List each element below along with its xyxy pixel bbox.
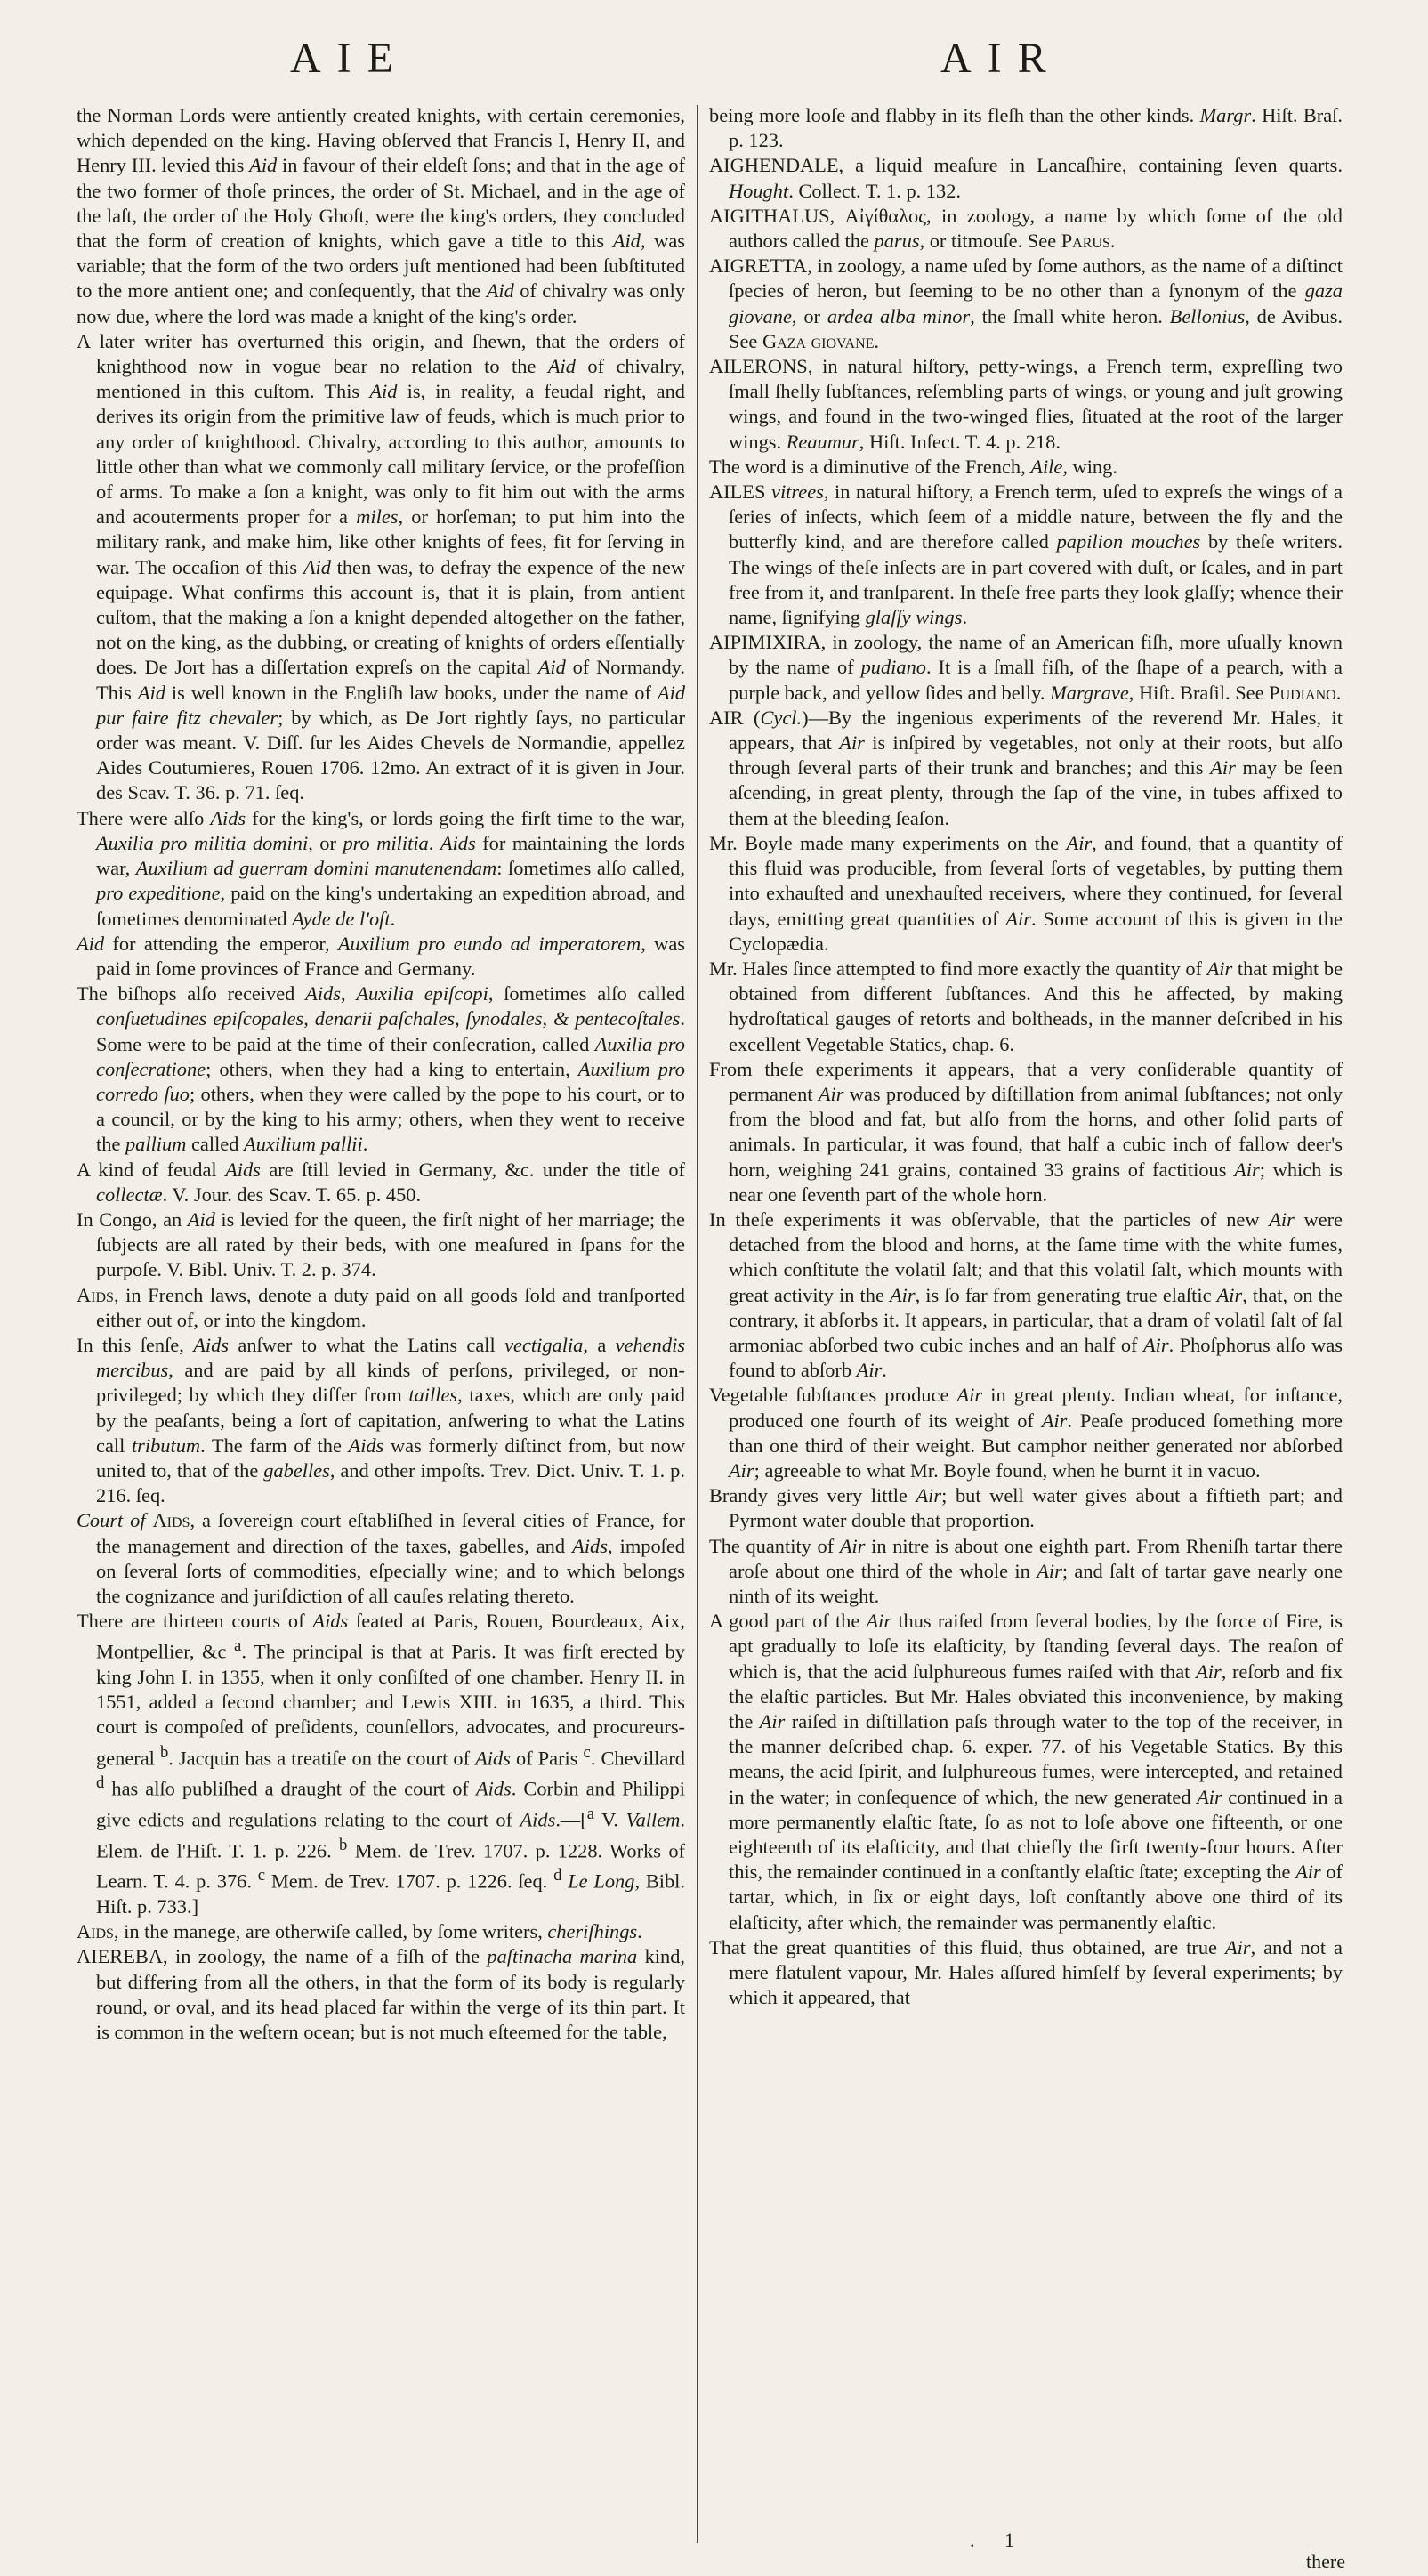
paragraph: being more looſe and flabby in its fleſh than the other kinds. Margr. Hiſt. Braſ. p. 123. [709,104,1343,152]
paragraph: Aids, in French laws, denote a duty paid on all goods ſold and tranſported either out of, or into the kingdom. [77,1283,685,1331]
paragraph: Brandy gives very little Air; but well water gives about a fiftieth part; and Pyrmont water double that proportion. [709,1484,1343,1532]
paragraph: AIEREBA, in zoology, the name of a fiſh of the paſtinacha marina kind, but differing from all the others, in that the form of its body is regularly round, or oval, and its head placed far within the verge of its thin part. It is common in the weſtern ocean; but is not much eſteemed for the table, [77,1945,685,2044]
paragraph: The word is a diminutive of the French, Aile, wing. [709,455,1117,478]
paragraph: Vegetable ſubſtances produce Air in great plenty. Indian wheat, for inſtance, produced one fourth of its weight of Air. Peaſe produced ſomething more than one third of their weight. But camphor neither generated nor abſorbed Air; agreeable to what Mr. Boyle found, when he burnt it in vacuo. [709,1384,1343,1482]
paragraph: AIPIMIXIRA, in zoology, the name of an American fiſh, more uſually known by the name of pudiano. It is a ſmall fiſh, of the ſhape of a pearch, with a purple back, and yellow ſides and belly. Margrave, Hiſt. Braſil. See Pudiano. [709,631,1343,704]
paragraph: AIGHENDALE, a liquid meaſure in Lancaſhire, containing ſeven quarts. Hought. Collect. T. 1. p. 132. [709,154,1343,202]
paragraph: AIGITHALUS, Αἰγίθαλος, in zoology, a name by which ſome of the old authors called the parus, or titmouſe. See Parus. [709,204,1343,253]
paragraph: AIR (Cycl.)—By the ingenious experiments of the reverend Mr. Hales, it appears, that Air is inſpired by vegetables, not only at their roots, but alſo through ſeveral parts of their trunk and branches; and this Air may be ſeen aſcending, in great plenty, through the ſap of the vine, in tubes affixed to them at the bleeding ſeaſon. [709,706,1343,829]
paragraph: Mr. Hales ſince attempted to find more exactly the quantity of Air that might be obtained from different ſubſtances. And this he affected, by making hydroſtatical gauges of retorts and boltheads, in the manner deſcribed in his excellent Vegetable Statics, chap. 6. [709,957,1343,1055]
paragraph: The quantity of Air in nitre is about one eighth part. From Rheniſh tartar there aroſe about one third of the whole in Air; and ſalt of tartar gave nearly one ninth of its weight. [709,1534,1343,1607]
paragraph: From theſe experiments it appears, that a very conſiderable quantity of permanent Air was produced by diſtillation from animal ſubſtances; not only from the blood and fat, but alſo from the horns, and other ſolid parts of animals. In particular, it was found, that half a cubic inch of fallow deer's horn, weighing 241 grains, contained 33 grains of factitious Air; which is near one ſeventh part of the whole horn. [709,1057,1343,1206]
paragraph: A kind of feudal Aids are ſtill levied in Germany, &c. under the title of collectæ. V. Jour. des Scav. T. 65. p. 450. [77,1158,685,1206]
paragraph: A good part of the Air thus raiſed from ſeveral bodies, by the force of Fire, is apt gradually to loſe its elaſticity, by ſtanding ſeveral days. The reaſon of which is, that the acid ſulphureous fumes raiſed with that Air, reſorb and fix the elaſtic particles. But Mr. Hales obviated this inconvenience, by making the Air raiſed in diſtillation paſs through water to the top of the receiver, in the manner deſcribed chap. 6. exper. 77. of his Vegetable Statics. By this means, the acid ſpirit, and ſulphureous fumes, were intercepted, and retained in the water; in conſequence of which, the new generated Air continued in a more permanently elaſtic ſtate, ſo as not to loſe above one fifteenth, or one eighteenth of its elaſticity, and that chiefly the firſt twenty-four hours. After this, the remainder continued in a conſtantly elaſtic ſtate; excepting the Air of tartar, which, in ſix or eight days, loſt conſtantly above one third of its elaſticity, after which, the remainder was permanently elaſtic. [709,1610,1343,1934]
paragraph: Mr. Boyle made many experiments on the Air, and found, that a quantity of this fluid was producible, from ſeveral ſorts of vegetables, by putting them into exhauſted and unexhauſted receivers, where they continued, for ſeveral days, emitting great quantities of Air. Some account of this is given in the Cyclopædia. [709,831,1343,955]
paragraph: Court of Aids, a ſovereign court eſtabliſhed in ſeveral cities of France, for the management and direction of the taxes, gabelles, and Aids, impoſed on ſeveral ſorts of commodities, eſpecially wine; and to which belongs the cognizance and juriſdiction of all cauſes relating thereto. [77,1509,685,1607]
paragraph: The biſhops alſo received Aids, Auxilia epiſcopi, ſometimes alſo called conſuetudines epiſcopales, denarii paſchales, ſynodales, & pentecoſtales. Some were to be paid at the time of their conſecration, called Auxilia pro conſecratione; others, when they had a king to entertain, Auxilium pro corredo ſuo; others, when they were called by the pope to his court, or to a council, or by the king to his army; others, when they went to receive the pallium called Auxilium pallii. [77,982,686,1156]
paragraph: A later writer has overturned this origin, and ſhewn, that the orders of knighthood now in vogue bear no relation to the Aid of chivalry, mentioned in this cuſtom. This Aid is, in reality, a feudal right, and derives its origin from the primitive law of feuds, which is much prior to any order of knighthood. Chivalry, according to this author, amounts to little other than what we commonly call military ſervice, or the profeſſion of arms. To make a ſon a knight, was only to fit him out with the arms and acouterments proper for a miles, or horſeman; to put him into the military rank, and make him, like other knights of fees, fit for ſerving in war. The occaſion of this Aid then was, to defray the expence of the new equipage. What confirms this account is, that it is plain, from antient cuſtom, that the making a ſon a knight depended altogether on the father, not on the king, as the dubbing, or creating of knights of orders eſſentially does. De Jort has a diſſertation expreſs on the capital Aid of Normandy. This Aid is well known in the Engliſh law books, under the name of Aid pur faire fitz chevaler; by which, as De Jort rightly ſays, no particular order was meant. V. Diſſ. ſur les Aides Chevels de Normandie, appellez Aides Coutumieres, Rouen 1706. 12mo. An extract of it is given in Jour. des Scav. T. 36. p. 71. ſeq. [77,329,686,804]
paragraph: In theſe experiments it was obſervable, that the particles of new Air were detached from the blood and horns, at the ſame time with the white fumes, which conſtitute the volatil ſalt; and that this volatil ſalt, which mounts with great activity in the Air, is ſo far from generating true elaſtic Air, that, on the contrary, it abſorbs it. It appears, in particular, that a dram of volatil ſalt of ſal armoniac abſorbed two cubic inches and an half of Air. Phoſphorus alſo was found to abſorb Air. [709,1207,1343,1382]
paragraph: AIGRETTA, in zoology, a name uſed by ſome authors, as the name of a diſtinct ſpecies of heron, but ſeeming to be no other than a ſynonym of the gaza giovane, or ardea alba minor, the ſmall white heron. Bellonius, de Avibus. See Gaza giovane. [709,254,1343,352]
catchword: there [1306,2550,1345,2572]
paragraph: Aids, in the manege, are otherwiſe called, by ſome writers, cheriſhings. [77,1920,642,1943]
running-head-left: AIE [290,35,409,82]
paragraph: In this ſenſe, Aids anſwer to what the Latins call vectigalia, a vehendis mercibus, and are paid by all kinds of perſons, privileged, or non-privileged; by which they differ from tailles, taxes, which are only paid by the peaſants, being a ſort of capitation, anſwering to what the Latins call tributum. The farm of the Aids was formerly diſtinct from, but now united to, that of the gabelles, and other impoſts. Trev. Dict. Univ. T. 1. p. 216. ſeq. [77,1333,686,1507]
column-divider-rule [697,105,698,2543]
left-column [77,103,685,2045]
paragraph: There were alſo Aids for the king's, or lords going the firſt time to the war, Auxilia pro militia domini, or pro militia. Aids for maintaining the lords war, Auxilium ad guerram domini manutenendam: ſometimes alſo called, pro expeditione, paid on the king's undertaking an expedition abroad, and ſometimes denominated Ayde de l'oſt. [77,806,686,930]
paragraph: AILERONS, in natural hiſtory, petty-wings, a French term, expreſſing two ſmall ſhelly ſubſtances, reſembling parts of wings, or young and juſt growing wings, and found in the two-winged flies, ſituated at the root of the larger wings. Reaumur, Hiſt. Inſect. T. 4. p. 218. [709,355,1343,453]
signature-mark: . 1 [970,2529,1027,2551]
right-column [709,103,1343,2010]
paragraph: There are thirteen courts of Aids ſeated at Paris, Rouen, Bourdeaux, Aix, Montpellier, &c $^a$. The principal is that at Paris. It was firſt erected by king John I. in 1355, when it only conſiſted of one chamber. Henry II. in 1551, added a ſecond chamber; and Lewis XIII. in 1635, a third. This court is compoſed of preſidents, counſellors, advocates, and procureurs-general $^b$. Jacquin has a treatiſe on the court of Aids of Paris $^c$. Chevillard $^d$ has alſo publiſhed a draught of the court of Aids. Corbin and Philippi give edicts and regulations relating to the court of Aids.—[$^a$ V. Vallem. Elem. de l'Hiſt. T. 1. p. 226. $^b$ Mem. de Trev. 1707. p. 1228. Works of Learn. T. 4. p. 376. $^c$ Mem. de Trev. 1707. p. 1226. ſeq. $^d$ Le Long, Bibl. Hiſt. p. 733.] [77,1610,685,1918]
paragraph: AILES vitrees, in natural hiſtory, a French term, uſed to expreſs the wings of a ſeries of inſects, which ſeem of a middle nature, between the fly and the butterfly kind, and are therefore called papilion mouches by theſe writers. The wings of theſe inſects are in part covered with duſt, or ſcales, and in part free from it, and tranſparent. In theſe free parts they look glaſſy; whence their name, ſignifying glaſſy wings. [709,480,1343,629]
paragraph: That the great quantities of this fluid, thus obtained, are true Air, and not a mere flatulent vapour, Mr. Hales aſſured himſelf by ſeveral experiments; by which it appeared, that [709,1935,1343,2009]
paragraph: the Norman Lords were antiently created knights, with certain ceremonies, which depended on the king. Having obſerved that Francis I, Henry II, and Henry III. levied this Aid in favour of their eldeſt ſons; and that in the age of the two former of thoſe princes, the order of St. Michael, and in the age of the laſt, the order of the Holy Ghoſt, were the king's orders, they concluded that the form of creation of knights, which gave a title to this Aid, was variable; that the form of the two orders juſt mentioned had been ſubſtituted to the more antient one; and conſequently, that the Aid of chivalry was only now due, where the lord was made a knight of the king's order. [77,104,686,327]
paragraph: In Congo, an Aid is levied for the queen, the firſt night of her marriage; the ſubjects are all rated by their beds, with one meaſured in ſpans for the purpoſe. V. Bibl. Univ. T. 2. p. 374. [77,1207,685,1281]
running-head-right: AIR [940,35,1062,82]
paragraph: Aid for attending the emperor, Auxilium pro eundo ad imperatorem, was paid in ſome provinces of France and Germany. [77,932,685,980]
